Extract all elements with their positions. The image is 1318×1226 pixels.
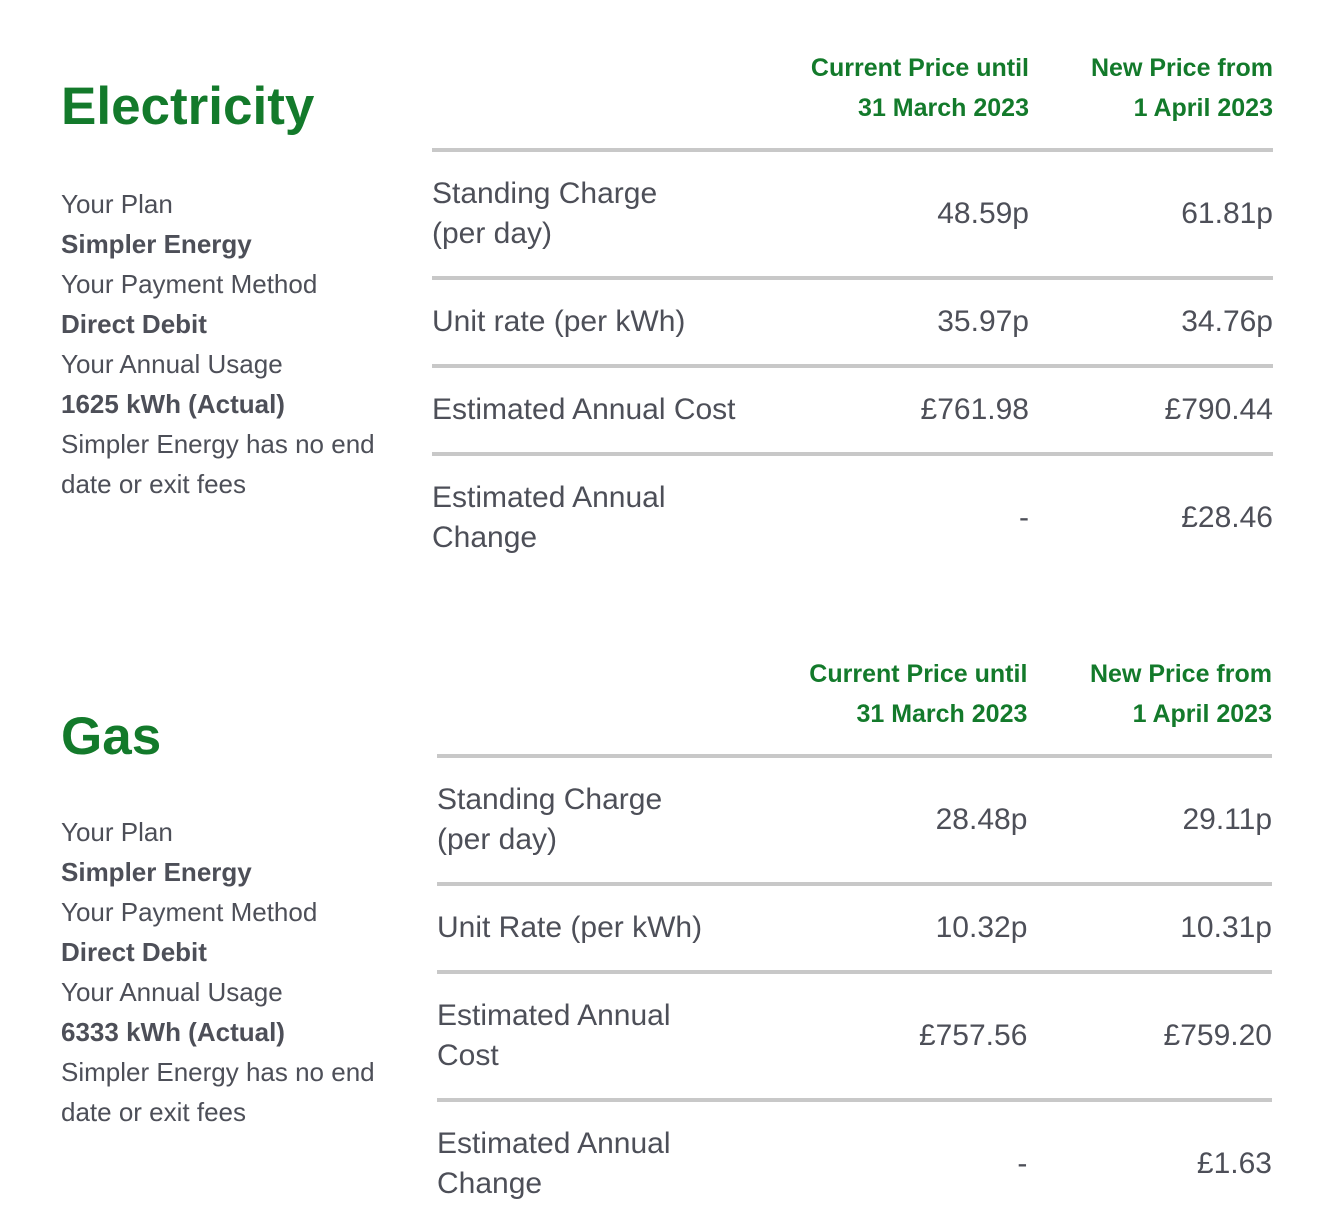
gas-plan-info bbox=[61, 812, 381, 1132]
row-label bbox=[437, 1100, 748, 1226]
table-row bbox=[437, 1100, 1272, 1226]
payment-method-label: Your Payment Method bbox=[61, 897, 318, 927]
row-label-line-2: Cost bbox=[437, 1039, 499, 1072]
row-label: Estimated Annual Cost bbox=[432, 393, 736, 426]
header-current-line-1: Current Price until bbox=[810, 54, 1029, 82]
electricity-plan-info bbox=[61, 184, 381, 504]
table-row bbox=[432, 278, 1273, 366]
header-label-cell bbox=[432, 48, 742, 150]
annual-usage-value: 1625 kWh (Actual) bbox=[61, 389, 285, 419]
header-current-price bbox=[748, 654, 1028, 756]
table-row bbox=[437, 756, 1272, 884]
header-current-price bbox=[742, 48, 1029, 150]
annual-usage-value: 6333 kWh (Actual) bbox=[61, 1017, 285, 1047]
header-new-line-1: New Price from bbox=[1090, 54, 1273, 82]
row-label-line-1: Estimated Annual bbox=[437, 1127, 671, 1160]
plan-value: Simpler Energy bbox=[61, 229, 252, 259]
row-label bbox=[437, 756, 748, 884]
row-label bbox=[432, 454, 742, 580]
plan-note: Simpler Energy has no end date or exit fees bbox=[61, 429, 375, 499]
row-label-line-2: Change bbox=[437, 1167, 543, 1200]
current-price-cell: 48.59p bbox=[937, 197, 1029, 230]
plan-label: Your Plan bbox=[61, 189, 173, 219]
plan-value: Simpler Energy bbox=[61, 857, 252, 887]
payment-method-value: Direct Debit bbox=[61, 309, 207, 339]
header-label-cell bbox=[437, 654, 748, 756]
current-price-cell: - bbox=[1017, 1147, 1028, 1180]
electricity-price-table bbox=[432, 48, 1273, 580]
plan-note: Simpler Energy has no end date or exit fees bbox=[61, 1057, 375, 1127]
annual-usage-label: Your Annual Usage bbox=[61, 977, 283, 1007]
electricity-title: Electricity bbox=[61, 77, 315, 136]
row-label: Unit Rate (per kWh) bbox=[437, 911, 703, 944]
gas-price-table bbox=[437, 654, 1272, 1226]
gas-section bbox=[0, 608, 1318, 1218]
row-label-line-2: Change bbox=[432, 521, 538, 554]
table-header-row bbox=[437, 654, 1272, 756]
row-label-line-2: (per day) bbox=[437, 823, 558, 856]
header-new-line-2: 1 April 2023 bbox=[1133, 94, 1273, 122]
new-price-cell: 10.31p bbox=[1180, 911, 1272, 944]
header-new-price bbox=[1027, 654, 1272, 756]
row-label-line-1: Standing Charge bbox=[437, 783, 663, 816]
annual-usage-label: Your Annual Usage bbox=[61, 349, 283, 379]
table-header-row bbox=[432, 48, 1273, 150]
current-price-cell: 10.32p bbox=[935, 911, 1028, 944]
current-price-cell: 28.48p bbox=[935, 803, 1028, 836]
header-current-line-1: Current Price until bbox=[809, 660, 1028, 688]
header-current-line-2: 31 March 2023 bbox=[856, 700, 1028, 728]
payment-method-label: Your Payment Method bbox=[61, 269, 318, 299]
header-new-price bbox=[1029, 48, 1273, 150]
table-row bbox=[437, 972, 1272, 1100]
new-price-cell: £790.44 bbox=[1164, 393, 1273, 426]
gas-title: Gas bbox=[61, 707, 162, 766]
table-row bbox=[437, 884, 1272, 972]
header-new-line-1: New Price from bbox=[1089, 660, 1272, 688]
current-price-cell: - bbox=[1019, 501, 1029, 534]
row-label-line-2: (per day) bbox=[432, 217, 553, 250]
new-price-cell: £28.46 bbox=[1181, 501, 1273, 534]
row-label bbox=[432, 150, 742, 278]
new-price-cell: 29.11p bbox=[1182, 803, 1272, 836]
row-label-line-1: Estimated Annual bbox=[432, 481, 666, 514]
row-label: Unit rate (per kWh) bbox=[432, 305, 686, 338]
current-price-cell: 35.97p bbox=[937, 305, 1029, 338]
payment-method-value: Direct Debit bbox=[61, 937, 207, 967]
new-price-cell: £1.63 bbox=[1196, 1147, 1272, 1180]
row-label-line-1: Estimated Annual bbox=[437, 999, 671, 1032]
new-price-cell: £759.20 bbox=[1163, 1019, 1272, 1052]
table-row bbox=[432, 454, 1273, 580]
current-price-cell: £757.56 bbox=[918, 1019, 1028, 1052]
electricity-section bbox=[0, 0, 1318, 600]
current-price-cell: £761.98 bbox=[920, 393, 1029, 426]
new-price-cell: 34.76p bbox=[1181, 305, 1273, 338]
row-label bbox=[437, 972, 748, 1100]
plan-label: Your Plan bbox=[61, 817, 173, 847]
row-label-line-1: Standing Charge bbox=[432, 177, 658, 210]
table-row bbox=[432, 150, 1273, 278]
table-row bbox=[432, 366, 1273, 454]
header-current-line-2: 31 March 2023 bbox=[858, 94, 1029, 122]
new-price-cell: 61.81p bbox=[1181, 197, 1273, 230]
header-new-line-2: 1 April 2023 bbox=[1132, 700, 1272, 728]
